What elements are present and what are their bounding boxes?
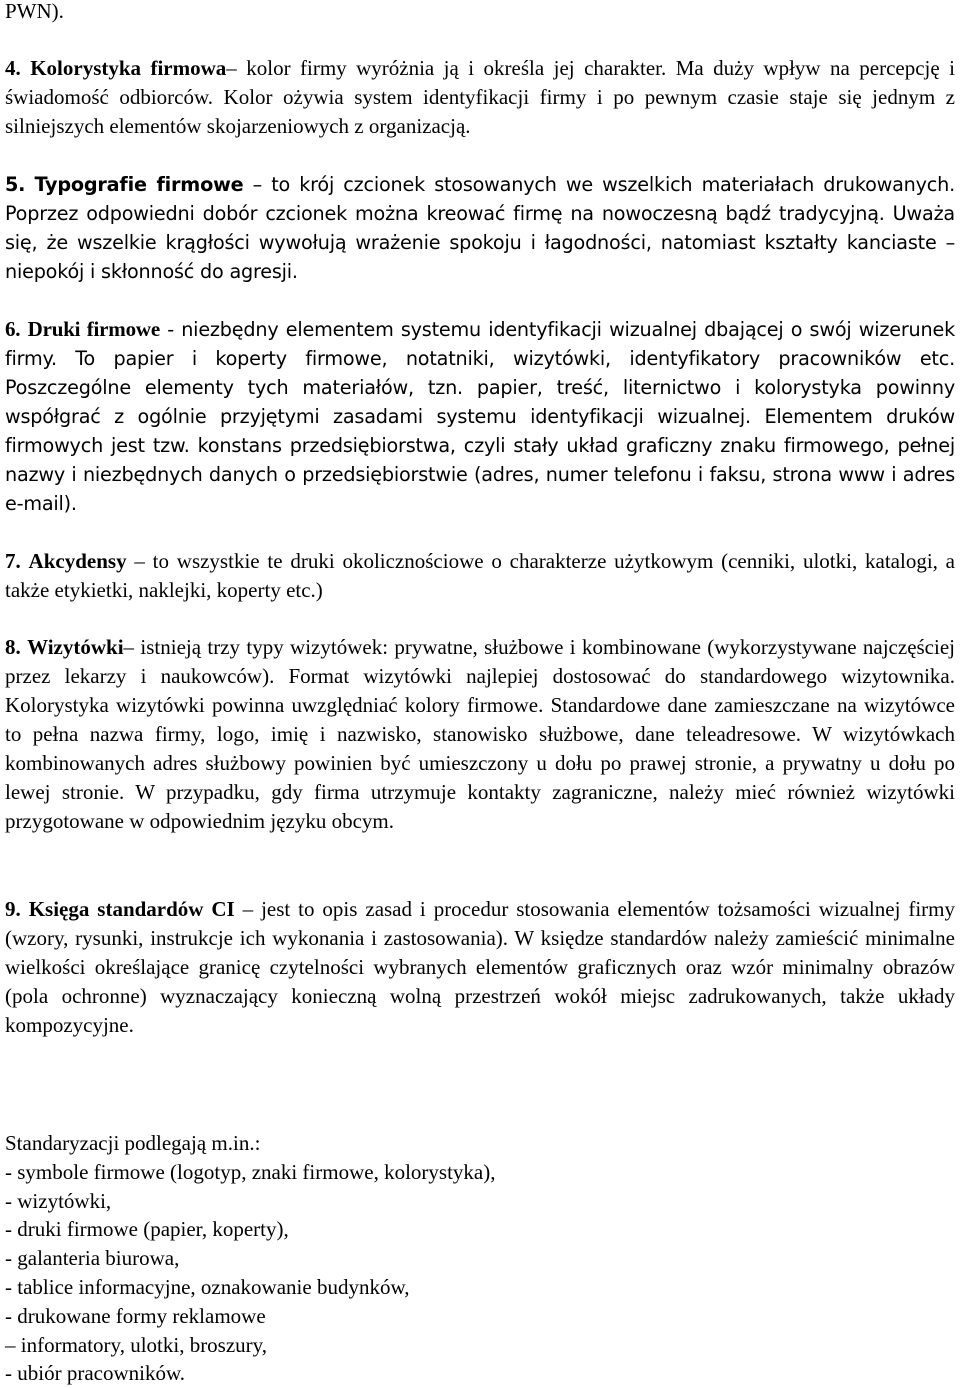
- section-number: 4.: [5, 56, 21, 80]
- section-wizytowki: [5, 633, 955, 836]
- section-number: 9.: [5, 897, 21, 921]
- list-item: - galanteria biurowa,: [5, 1246, 180, 1271]
- section-number: 5.: [5, 173, 26, 196]
- section-number: 8.: [5, 635, 21, 659]
- section-title: Typografie firmowe: [34, 173, 244, 196]
- section-kolorystyka: [5, 54, 955, 141]
- section-body: – to wszystkie te druki okolicznościowe o charakterze użytkowym (cenniki, ulotki, katalogi, a także etykietki, naklejki, koperty etc.): [5, 549, 956, 602]
- list-intro: Standaryzacji podlegają m.in.:: [5, 1131, 261, 1155]
- list-item: – informatory, ulotki, broszury,: [5, 1332, 268, 1357]
- section-ksiega-standardow: [5, 895, 955, 1040]
- section-body: – istnieją trzy typy wizytówek: prywatne, służbowe i kombinowane (wykorzystywane najczęściej przez lekarzy i naukowców). Format wizytówki najlepiej dostosować do standardowego wizytownika. Kolorystyka wizytówki powinna uwzględniać kolory firmowe. Standardowe dane zamieszczane na wizytówce to pełna nazwa firmy, logo, imię i nazwisko, stanowisko służbowe, dane teleadresowe. W wizytówkach kombinowanych adres służbowy powinien być umieszczony u dołu po prawej stronie, a prywatny u dołu po lewej stronie. W przypadku, gdy firma utrzymuje kontakty zagraniczne, należy mieć również wizytówki przygotowane w odpowiednim języku obcym.: [5, 635, 955, 833]
- list-items: [5, 1158, 495, 1388]
- list-item: - ubiór pracowników.: [5, 1361, 186, 1386]
- section-title: Kolorystyka firmowa: [30, 56, 227, 80]
- section-number: 7.: [5, 549, 21, 573]
- section-body: – to krój czcionek stosowanych we wszelkich materiałach drukowanych. Poprzez odpowiedni dobór czcionek można kreować firmę na nowoczesną bądź tradycyjną. Uważa się, że wszelkie krągłości wywołują wrażenie spokoju i łagodności, natomiast kształty kanciaste – niepokój i skłonność do agresji.: [5, 173, 956, 283]
- list-item: - druki firmowe (papier, koperty),: [5, 1217, 289, 1242]
- section-body: – kolor firmy wyróżnia ją i określa jej charakter. Ma duży wpływ na percepcję i świadomość odbiorców. Kolor ożywia system identyfikacji firmy i po pewnym czasie staje się jednym z silniejszych elementów skojarzeniowych z organizacją.: [5, 56, 955, 138]
- section-number: 6.: [5, 317, 21, 341]
- section-title: Druki firmowe: [27, 317, 160, 341]
- list-item: - drukowane formy reklamowe: [5, 1303, 266, 1328]
- list-item: - symbole firmowe (logotyp, znaki firmowe, kolorystyka),: [5, 1159, 496, 1184]
- section-body: - niezbędny elementem systemu identyfikacji wizualnej dbającej o swój wizerunek firmy. To papier i koperty firmowe, notatniki, wizytówki, identyfikatory pracowników etc. Poszczególne elementy tych materiałów, tzn. papier, treść, liternictwo i kolorystyka powinny współgrać z ogólnie przyjętymi zasadami systemu identyfikacji wizualnej. Elementem druków firmowych jest tzw. konstans przedsiębiorstwa, czyli stały układ graficzny znaku firmowego, pełnej nazwy i niezbędnych danych o przedsiębiorstwie (adres, numer telefonu i faksu, strona www i adres e-mail).: [5, 318, 955, 515]
- section-title: Księga standardów CI: [28, 897, 235, 921]
- section-akcydensy: [5, 547, 955, 605]
- section-title: Wizytówki: [27, 635, 124, 659]
- standardization-list: [5, 1129, 495, 1388]
- section-druki-firmowe: [5, 315, 955, 518]
- section-body: – jest to opis zasad i procedur stosowania elementów tożsamości wizualnej firmy (wzory, rysunki, instrukcje ich wykonania i zastosowania). W księdze standardów należy zamieścić minimalne wielkości określające granicę czytelności wybranych elementów graficznych oraz wzór minimalny obrazów (pola ochronne) wyznaczający konieczną wolną przestrzeń wokół miejsc zadrukowanych, także układy kompozycyjne.: [5, 897, 955, 1037]
- list-item: - wizytówki,: [5, 1188, 112, 1213]
- continued-text-fragment: PWN).: [5, 0, 64, 23]
- section-typografie: [5, 170, 955, 286]
- list-item: - tablice informacyjne, oznakowanie budynków,: [5, 1274, 410, 1299]
- section-title: Akcydensy: [28, 549, 127, 573]
